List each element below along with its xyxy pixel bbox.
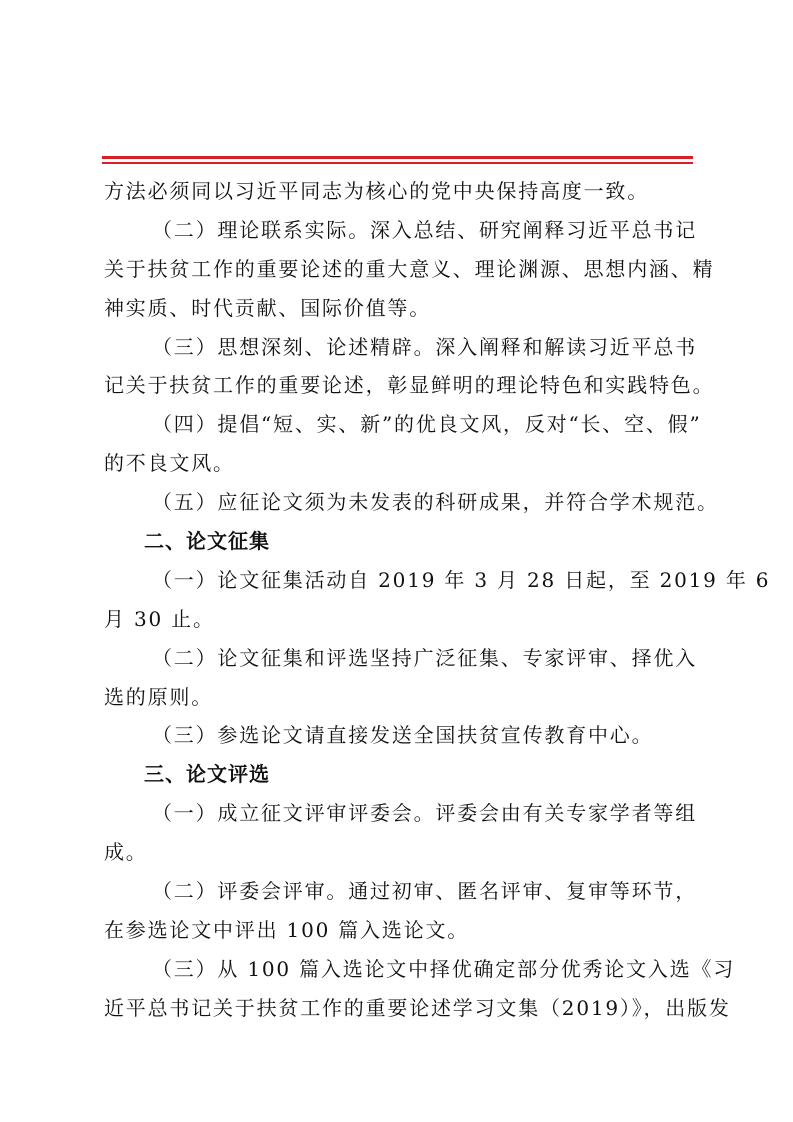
paragraph-line: （二）论文征集和评选坚持广泛征集、专家评审、择优入 (152, 645, 697, 670)
section-heading: 三、论文评选 (144, 762, 270, 787)
paragraph-line: （一）论文征集活动自 2019 年 3 月 28 日起，至 2019 年 6 (152, 567, 771, 592)
paragraph-line: （一）成立征文评审评委会。评委会由有关专家学者等组 (152, 801, 697, 826)
paragraph-line: 的不良文风。 (104, 451, 235, 476)
paragraph-line: （四）提倡“短、实、新”的优良文风，反对“长、空、假” (152, 412, 702, 437)
paragraph-line: （二）理论联系实际。深入总结、研究阐释习近平总书记 (152, 217, 697, 242)
paragraph-line: 近平总书记关于扶贫工作的重要论述学习文集（2019）》，出版发 (104, 995, 731, 1020)
document-body (104, 172, 771, 1028)
paragraph-line: 关于扶贫工作的重要论述的重大意义、理论渊源、思想内涵、精 (104, 256, 715, 281)
paragraph-line: 神实质、时代贡献、国际价值等。 (104, 295, 431, 320)
header-rule-thin (102, 162, 693, 164)
paragraph-line: （三）参选论文请直接发送全国扶贫宣传教育中心。 (152, 723, 654, 748)
paragraph-line: 方法必须同以习近平同志为核心的党中央保持高度一致。 (104, 179, 649, 203)
paragraph-line: （三）从 100 篇入选论文中择优确定部分优秀论文入选《习 (152, 956, 736, 981)
header-rule-thick (102, 156, 693, 159)
paragraph-line: 成。 (104, 840, 148, 865)
paragraph-line: 选的原则。 (104, 684, 213, 709)
paragraph-line: 记关于扶贫工作的重要论述，彰显鲜明的理论特色和实践特色。 (104, 373, 715, 398)
paragraph-line: 在参选论文中评出 100 篇入选论文。 (104, 917, 470, 942)
paragraph-line: （三）思想深刻、论述精辟。深入阐释和解读习近平总书 (152, 334, 697, 359)
paragraph-line: （二）评委会评审。通过初审、匿名评审、复审等环节， (152, 879, 697, 904)
paragraph-line: （五）应征论文须为未发表的科研成果，并符合学术规范。 (152, 490, 719, 515)
paragraph-line: 月 30 止。 (104, 606, 215, 631)
section-heading: 二、论文征集 (144, 529, 270, 554)
